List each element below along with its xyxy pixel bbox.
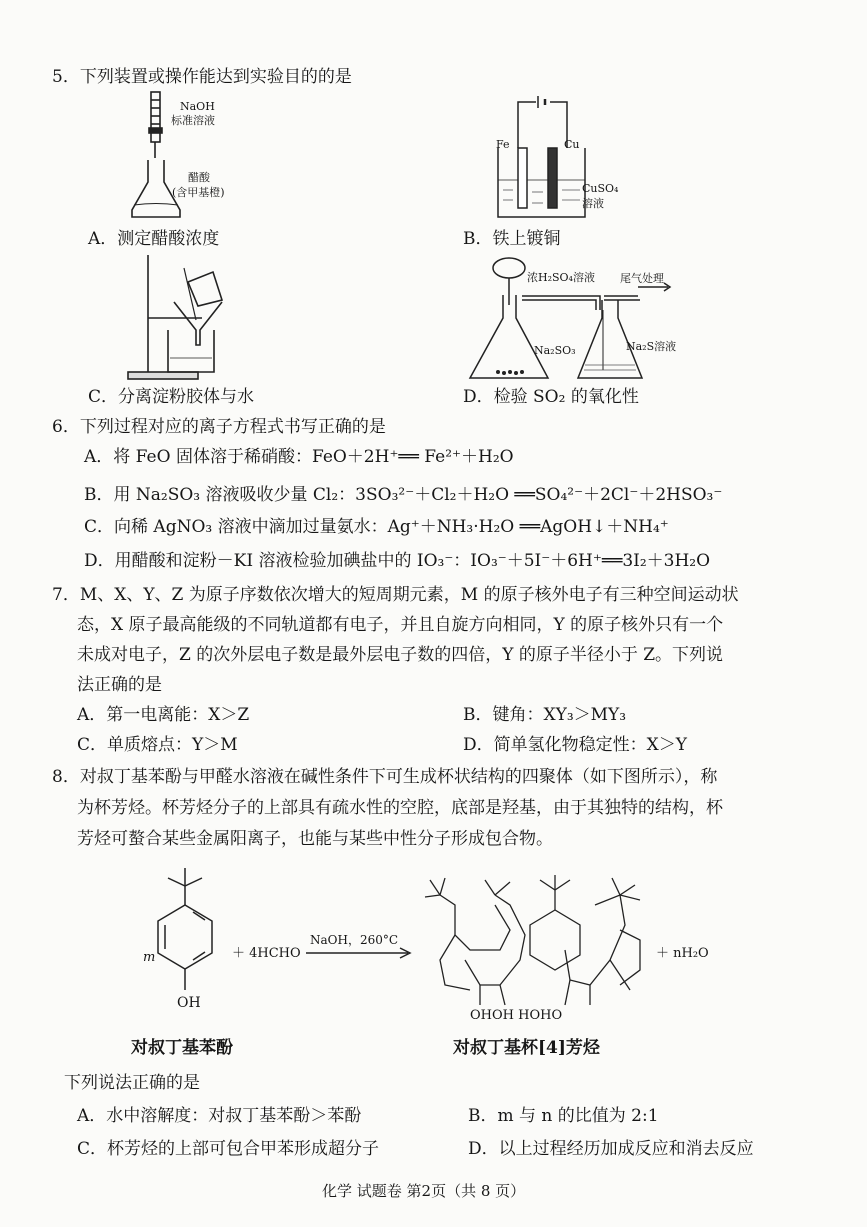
calixarene-oh-groups: OHOH HOHO bbox=[470, 1008, 563, 1023]
na2s-solution-label: Na₂S溶液 bbox=[626, 340, 677, 353]
option-7c: C．单质熔点：Y＞M bbox=[77, 735, 238, 755]
q8-ask: 下列说法正确的是 bbox=[64, 1073, 200, 1093]
option-5c: C．分离淀粉胶体与水 bbox=[88, 387, 255, 407]
q5-stem: 5．下列装置或操作能达到实验目的的是 bbox=[52, 67, 352, 87]
option-5b: B．铁上镀铜 bbox=[463, 229, 561, 249]
tail-gas-label: 尾气处理 bbox=[620, 272, 664, 285]
option-8a: A．水中溶解度：对叔丁基苯酚＞苯酚 bbox=[77, 1106, 362, 1126]
reagent-hcho: ＋ 4HCHO bbox=[232, 946, 301, 961]
option-8c: C．杯芳烃的上部可包合甲苯形成超分子 bbox=[77, 1139, 380, 1159]
option-5d: D．检验 SO₂ 的氧化性 bbox=[463, 387, 639, 407]
q7-line4: 法正确的是 bbox=[77, 675, 162, 695]
q7-line3: 未成对电子，Z 的次外层电子数是最外层电子数的四倍，Y 的原子半径小于 Z。下列说 bbox=[77, 645, 724, 665]
option-7a: A．第一电离能：X＞Z bbox=[77, 705, 250, 725]
cuso4-solution-label: 溶液 bbox=[582, 197, 604, 210]
reaction-condition: NaOH，260°C bbox=[310, 933, 399, 947]
na2so3-label: Na₂SO₃ bbox=[534, 344, 576, 357]
name-tert-butylphenol: 对叔丁基苯酚 bbox=[131, 1038, 233, 1058]
option-5a: A．测定醋酸浓度 bbox=[88, 229, 220, 249]
option-6b: B．用 Na₂SO₃ 溶液吸收少量 Cl₂：3SO₃²⁻＋Cl₂＋H₂O ══SO₄²⁻＋2Cl⁻＋2HSO₃⁻ bbox=[84, 485, 723, 505]
page-footer: 化学 试题卷 第2页（共 8 页） bbox=[322, 1182, 526, 1200]
water-product: ＋ nH₂O bbox=[656, 946, 709, 961]
q8-line2: 为杯芳烃。杯芳烃分子的上部具有疏水性的空腔，底部是羟基，由于其独特的结构，杯 bbox=[77, 798, 723, 818]
standard-solution-label: 标准溶液 bbox=[171, 114, 215, 127]
name-calixarene: 对叔丁基杯[4]芳烃 bbox=[453, 1038, 600, 1058]
conc-h2so4-label: 浓H₂SO₄溶液 bbox=[527, 271, 595, 284]
q7-line1: 7．M、X、Y、Z 为原子序数依次增大的短周期元素，M 的原子核外电子有三种空间运动状 bbox=[52, 585, 739, 605]
q7-line2: 态，X 原子最高能级的不同轨道都有电子，并且自旋方向相同，Y 的原子核外只有一个 bbox=[77, 615, 724, 635]
option-8d: D．以上过程经历加成反应和消去反应 bbox=[468, 1139, 754, 1159]
fe-electrode-label: Fe bbox=[496, 138, 510, 151]
m-label: m bbox=[143, 950, 156, 965]
cu-electrode-label: Cu bbox=[564, 138, 580, 151]
q6-stem: 6．下列过程对应的离子方程式书写正确的是 bbox=[52, 417, 386, 437]
option-6d: D．用醋酸和淀粉－KI 溶液检验加碘盐中的 IO₃⁻：IO₃⁻＋5I⁻＋6H⁺══3I₂＋3H₂O bbox=[84, 551, 711, 571]
option-8b: B．m 与 n 的比值为 2:1 bbox=[468, 1106, 659, 1126]
indicator-label: (含甲基橙) bbox=[172, 186, 225, 199]
option-7d: D．简单氢化物稳定性：X＞Y bbox=[463, 735, 687, 755]
q8-line1: 8．对叔丁基苯酚与甲醛水溶液在碱性条件下可生成杯状结构的四聚体（如下图所示），称 bbox=[52, 767, 718, 787]
phenol-oh-label: OH bbox=[177, 995, 201, 1011]
acetic-acid-label: 醋酸 bbox=[188, 171, 210, 184]
cuso4-label: CuSO₄ bbox=[582, 182, 619, 195]
option-6a: A．将 FeO 固体溶于稀硝酸：FeO＋2H⁺══ Fe²⁺＋H₂O bbox=[84, 447, 514, 467]
naoh-label: NaOH bbox=[180, 100, 215, 113]
option-7b: B．键角：XY₃＞MY₃ bbox=[463, 705, 627, 725]
option-6c: C．向稀 AgNO₃ 溶液中滴加过量氨水：Ag⁺＋NH₃·H₂O ══AgOH↓＋NH₄⁺ bbox=[84, 517, 669, 537]
q8-line3: 芳烃可螯合某些金属阳离子，也能与某些中性分子形成包合物。 bbox=[77, 829, 553, 849]
